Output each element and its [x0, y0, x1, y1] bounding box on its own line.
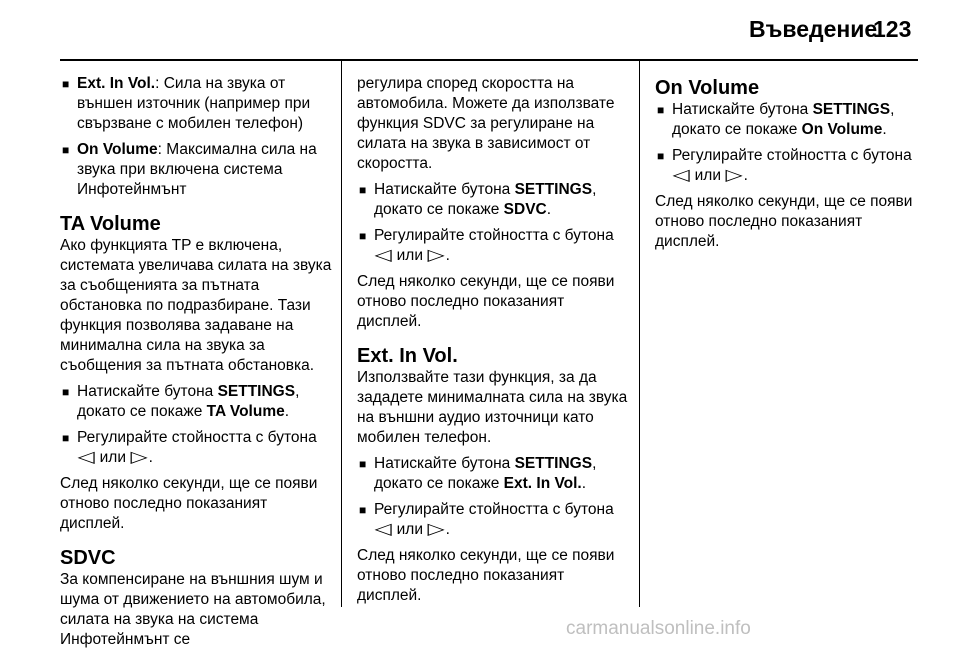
header-rule — [60, 59, 918, 61]
step-text: , докато се покаже — [77, 383, 300, 420]
ext-in-vol-paragraph: Използвайте тази функция, за да зададете минималната сила на звука на външни аудио източници като мобилен телефон. — [357, 369, 628, 446]
bullet-icon: ■ — [62, 385, 70, 399]
ta-step-adjust — [60, 428, 332, 468]
settings-button-label: SETTINGS — [217, 383, 296, 400]
heading-ta-volume: TA Volume — [60, 213, 161, 235]
step-text: . — [581, 475, 587, 492]
sdvc-after-text: След няколко секунди, ще се появи отново последно показаният дисплей. — [357, 273, 615, 330]
target-label: TA Volume — [206, 403, 285, 420]
step-text: . — [148, 449, 153, 466]
on-volume-step-adjust — [655, 146, 927, 186]
ta-after-text: След няколко секунди, ще се появи отново последно показаният дисплей. — [60, 475, 318, 532]
left-arrow-icon: ◁ — [374, 247, 392, 264]
right-arrow-icon: ▷ — [427, 247, 446, 264]
sdvc-continued: регулира според скоростта на автомобила. Можете да използвате функция SDVC за регулиране на силата на звука в зависимост от скоростта. — [357, 75, 615, 172]
heading-on-volume: On Volume — [655, 77, 760, 99]
step-text: . — [284, 403, 290, 420]
step-text: Регулирайте стойността с бутона — [374, 227, 614, 244]
step-text: Натискайте бутона — [672, 101, 813, 118]
heading-sdvc: SDVC — [60, 547, 116, 569]
sdvc-paragraph: За компенсиране на външния шум и шума от движението на автомобила, силата на звука на система Инфотейнмънт се — [60, 571, 326, 648]
term-label: Ext. In Vol. — [77, 75, 156, 92]
term-label: On Volume — [77, 141, 158, 158]
step-text: или — [396, 521, 423, 538]
right-arrow-icon: ▷ — [427, 521, 446, 538]
term-text: : Сила на звука от външен източник (например при свързване с мобилен телефон) — [77, 75, 311, 132]
ext-after-text: След няколко секунди, ще се появи отново последно показаният дисплей. — [357, 547, 615, 604]
step-text: или — [99, 449, 126, 466]
step-text: Натискайте бутона — [77, 383, 218, 400]
step-text: Натискайте бутона — [374, 181, 515, 198]
left-arrow-icon: ◁ — [77, 449, 95, 466]
bullet-icon: ■ — [62, 431, 70, 445]
bullet-ext-in-vol — [60, 74, 332, 134]
bullet-icon: ■ — [62, 143, 70, 157]
left-arrow-icon: ◁ — [374, 521, 392, 538]
column-divider-2 — [639, 61, 640, 607]
bullet-icon: ■ — [359, 183, 367, 197]
settings-button-label: SETTINGS — [514, 455, 593, 472]
sdvc-step-press — [357, 180, 629, 220]
step-text: . — [743, 167, 748, 184]
step-text: . — [546, 201, 552, 218]
ta-volume-paragraph: Ако функцията TP е включена, системата увеличава силата на звука за съобщенията за пътната обстановка по подразбиране. Тази функция позволява задаване на минимална сила на звука за съобщения за пътната обстановка. — [60, 237, 332, 374]
bullet-icon: ■ — [657, 103, 665, 117]
settings-button-label: SETTINGS — [514, 181, 593, 198]
settings-button-label: SETTINGS — [812, 101, 891, 118]
column-3 — [655, 68, 927, 258]
target-label: SDVC — [503, 201, 547, 218]
right-arrow-icon: ▷ — [725, 167, 744, 184]
step-text: . — [882, 121, 887, 138]
ta-step-press — [60, 382, 332, 422]
column-divider-1 — [341, 61, 342, 607]
step-text: , докато се покаже — [374, 181, 597, 218]
step-text: Регулирайте стойността с бутона — [672, 147, 912, 164]
bullet-icon: ■ — [657, 149, 665, 163]
column-1 — [60, 74, 332, 656]
bullet-icon: ■ — [62, 77, 70, 91]
ext-step-adjust — [357, 500, 629, 540]
step-text: Регулирайте стойността с бутона — [374, 501, 614, 518]
on-volume-after-text: След няколко секунди, ще се появи отново последно показаният дисплей. — [655, 193, 913, 250]
bullet-icon: ■ — [359, 503, 367, 517]
right-arrow-icon: ▷ — [130, 449, 149, 466]
term-text: : Максимална сила на звука при включена система Инфотейнмънт — [77, 141, 317, 198]
step-text: , докато се покаже — [374, 455, 597, 492]
target-label: On Volume — [801, 121, 883, 138]
bullet-on-volume — [60, 140, 332, 200]
step-text: . — [445, 521, 450, 538]
step-text: , докато се покаже — [672, 101, 895, 138]
step-text: Натискайте бутона — [374, 455, 515, 472]
step-text: или — [694, 167, 721, 184]
target-label: Ext. In Vol. — [503, 475, 582, 492]
page-number: 123 — [873, 16, 912, 42]
sdvc-step-adjust — [357, 226, 629, 266]
ext-step-press — [357, 454, 629, 494]
page-header-title: Въведение — [749, 16, 878, 42]
bullet-icon: ■ — [359, 457, 367, 471]
on-volume-step-press — [655, 100, 927, 140]
step-text: . — [445, 247, 450, 264]
step-text: Регулирайте стойността с бутона — [77, 429, 317, 446]
bullet-icon: ■ — [359, 229, 367, 243]
column-2 — [357, 74, 629, 612]
watermark: carmanualsonline.info — [566, 618, 751, 639]
step-text: или — [396, 247, 423, 264]
left-arrow-icon: ◁ — [672, 167, 690, 184]
heading-ext-in-vol: Ext. In Vol. — [357, 345, 458, 367]
